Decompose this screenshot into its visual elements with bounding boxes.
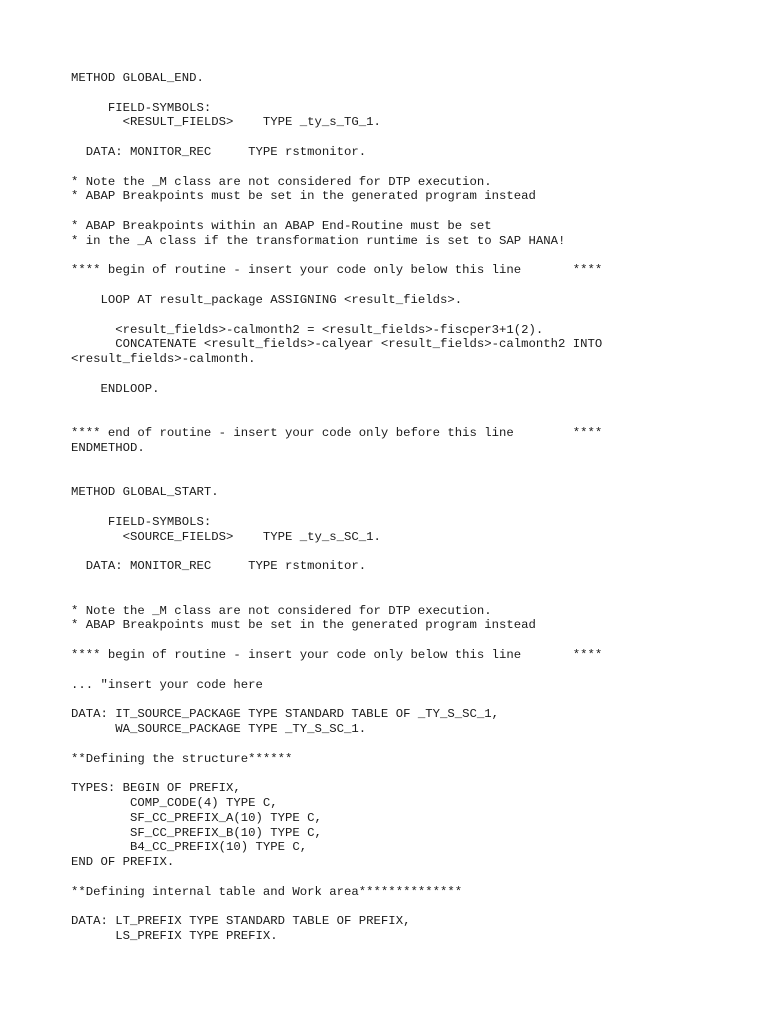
blank-line <box>71 411 751 426</box>
blank-line <box>71 456 751 471</box>
blank-line <box>71 397 751 412</box>
code-line: B4_CC_PREFIX(10) TYPE C, <box>71 840 308 855</box>
code-line: WA_SOURCE_PACKAGE TYPE _TY_S_SC_1. <box>71 722 367 737</box>
code-line: METHOD GLOBAL_START. <box>71 485 219 500</box>
code-line: **** begin of routine - insert your code only below this line **** <box>71 648 603 663</box>
blank-line <box>71 249 751 264</box>
blank-line <box>71 204 751 219</box>
code-line: **Defining internal table and Work area************** <box>71 884 463 899</box>
code-line: TYPES: BEGIN OF PREFIX, <box>71 781 241 796</box>
code-line: * in the _A class if the transformation runtime is set to SAP HANA! <box>71 233 566 248</box>
code-document <box>71 71 751 944</box>
code-line: DATA: MONITOR_REC TYPE rstmonitor. <box>71 559 367 574</box>
code-line: ENDMETHOD. <box>71 440 145 455</box>
code-line: <result_fields>-calmonth2 = <result_fields>-fiscper3+1(2). <box>71 322 544 337</box>
code-line: COMP_CODE(4) TYPE C, <box>71 796 278 811</box>
blank-line <box>71 574 751 589</box>
blank-line <box>71 367 751 382</box>
blank-line <box>71 766 751 781</box>
code-line: * ABAP Breakpoints within an ABAP End-Routine must be set <box>71 218 492 233</box>
code-line: **** end of routine - insert your code only before this line **** <box>71 426 603 441</box>
blank-line <box>71 589 751 604</box>
blank-line <box>71 663 751 678</box>
code-line: * Note the _M class are not considered for DTP execution. <box>71 603 492 618</box>
code-line: CONCATENATE <result_fields>-calyear <result_fields>-calmonth2 INTO <box>71 337 603 352</box>
blank-line <box>71 545 751 560</box>
code-line: * ABAP Breakpoints must be set in the generated program instead <box>71 189 536 204</box>
blank-line <box>71 160 751 175</box>
code-line: <result_fields>-calmonth. <box>71 352 256 367</box>
code-line: LOOP AT result_package ASSIGNING <result_fields>. <box>71 292 463 307</box>
blank-line <box>71 737 751 752</box>
code-line: DATA: MONITOR_REC TYPE rstmonitor. <box>71 144 367 159</box>
blank-line <box>71 692 751 707</box>
blank-line <box>71 633 751 648</box>
code-line: ... "insert your code here <box>71 677 263 692</box>
code-line: * Note the _M class are not considered for DTP execution. <box>71 174 492 189</box>
code-line: END OF PREFIX. <box>71 855 175 870</box>
blank-line <box>71 130 751 145</box>
code-line: FIELD-SYMBOLS: <box>71 514 212 529</box>
code-line: SF_CC_PREFIX_A(10) TYPE C, <box>71 810 322 825</box>
blank-line <box>71 308 751 323</box>
code-line: <SOURCE_FIELDS> TYPE _ty_s_SC_1. <box>71 529 381 544</box>
code-line: DATA: LT_PREFIX TYPE STANDARD TABLE OF PREFIX, <box>71 914 411 929</box>
code-line: **Defining the structure****** <box>71 751 293 766</box>
code-line: DATA: IT_SOURCE_PACKAGE TYPE STANDARD TABLE OF _TY_S_SC_1, <box>71 707 500 722</box>
code-line: ENDLOOP. <box>71 381 160 396</box>
blank-line <box>71 86 751 101</box>
code-line: LS_PREFIX TYPE PREFIX. <box>71 929 278 944</box>
blank-line <box>71 278 751 293</box>
code-line: SF_CC_PREFIX_B(10) TYPE C, <box>71 825 322 840</box>
blank-line <box>71 900 751 915</box>
blank-line <box>71 500 751 515</box>
blank-line <box>71 471 751 486</box>
code-line: **** begin of routine - insert your code only below this line **** <box>71 263 603 278</box>
code-line: FIELD-SYMBOLS: <box>71 100 212 115</box>
code-line: * ABAP Breakpoints must be set in the generated program instead <box>71 618 536 633</box>
blank-line <box>71 870 751 885</box>
code-line: <RESULT_FIELDS> TYPE _ty_s_TG_1. <box>71 115 381 130</box>
code-line: METHOD GLOBAL_END. <box>71 71 204 85</box>
